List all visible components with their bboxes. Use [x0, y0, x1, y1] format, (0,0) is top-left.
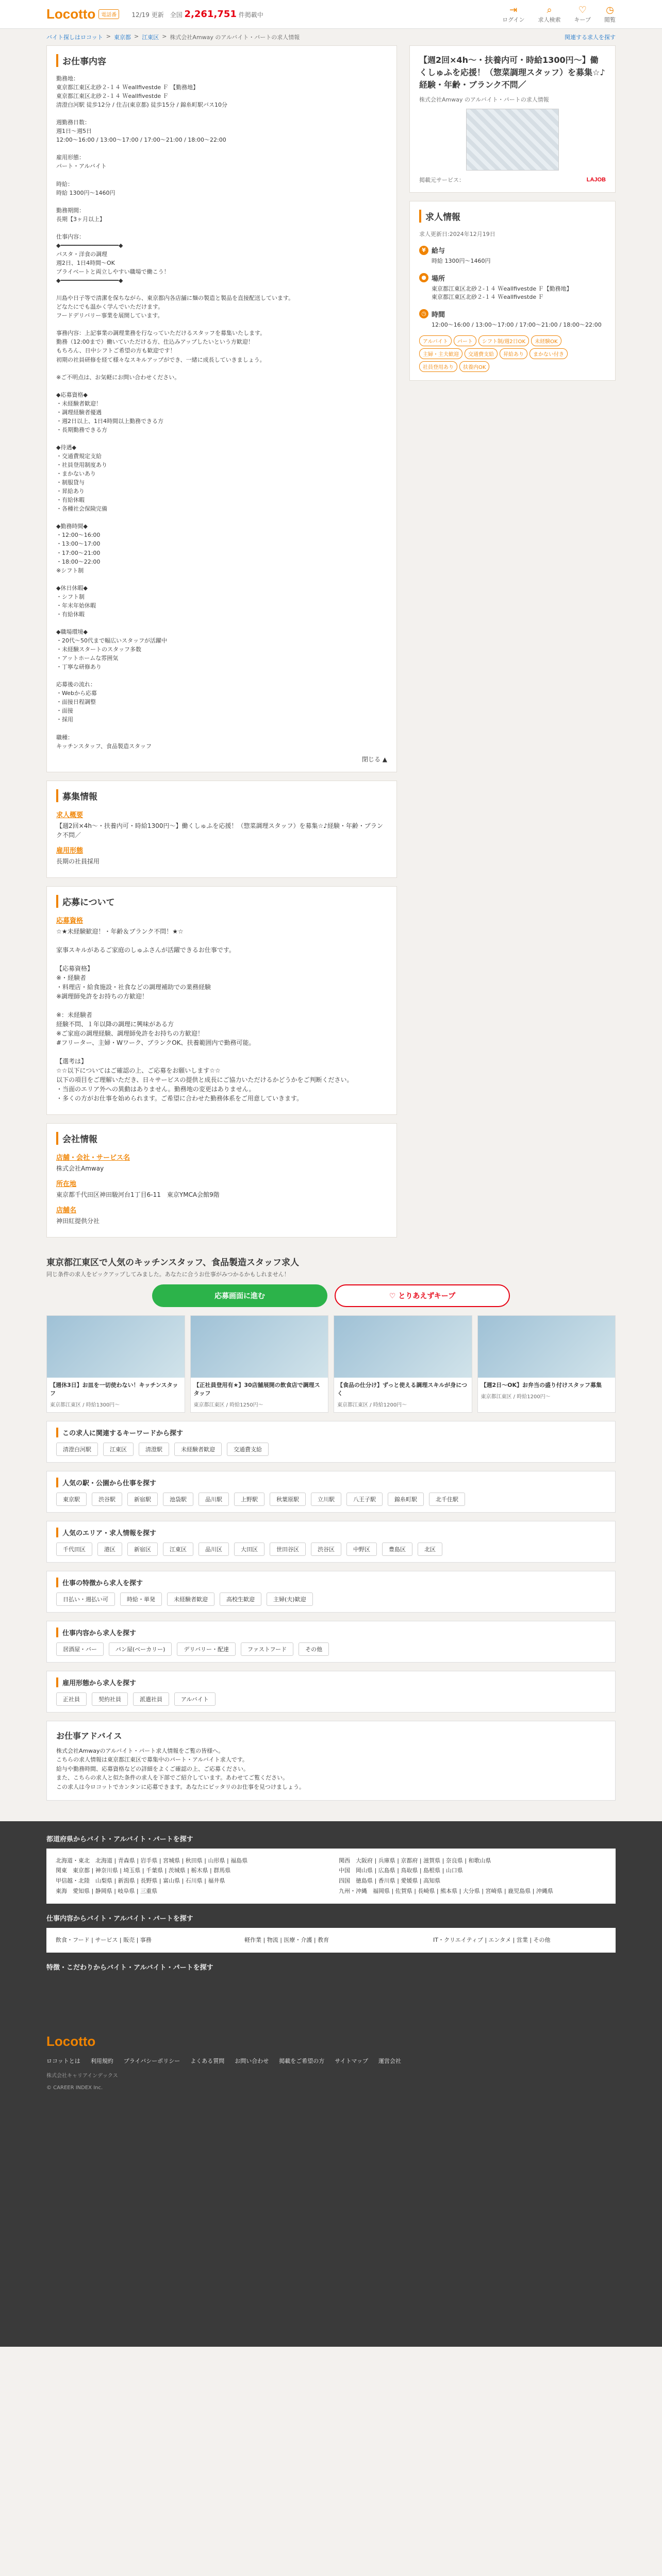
keep-label: キープ — [574, 16, 591, 23]
company-name: 株式会社Amway のアルバイト・パートの求人情報 — [419, 96, 549, 103]
stat-prefix: 12/19 更新 全国 — [131, 11, 183, 19]
search-block — [46, 1621, 616, 1663]
search-chip[interactable]: 千代田区 — [56, 1543, 92, 1556]
place-value: 東京都江東区北砂２-１４ Ｗeallfivestde Ｆ【勤務地】 東京都江東区北砂２-１４ Ｗeallfivestde Ｆ — [432, 285, 572, 300]
search-chip[interactable]: 秋葉原駅 — [270, 1493, 306, 1506]
search-block — [46, 1671, 616, 1713]
stat-suffix: 件掲載中 — [238, 11, 263, 19]
footer-links — [46, 2057, 616, 2065]
job-description: 勤務地： 東京都江東区北砂２-１４ Ｗeallfivestde Ｆ 【勤務地】 東京都江東区北砂２-１４ Ｗeallfivestde Ｆ 清澄白河駅 徒歩12分 / 住吉(東京都) 徒歩15分 / 錦糸町駅バス10分 週勤務日数： 週1日～週5日 12:00～16:00 / 13:00～17:00 / 17:00～21:00 / 18:00～22:00 雇用形態： パート・アルバイト 時給： 時給 1300円～1460円 勤務期間： 長期【3ヶ月以上】 仕事内容： ◆━━━━━━━━━━━━━━━━━◆ パスタ・洋食の調理 週2日、1日4時間～OK プライベートと両立しやすい職場で働こう！ ◆━━━━━━━━━━━━━━━━━◆ 川島や日子等で清潔を保ちながら、東京都内各店舗に麺の製造と製品を直接配送しています。 どなたにでも温かく学んでいただけます。 フードデリバリー事業を展開しています。 事務内容：上記事業の調理業務を行なっていただけるスタッフを募集いたします。 勤務（12:00まで）働いていただける方、仕込みアップしたいという方歓迎！ もちろん、日中シフトご希望の方も歓迎です！ 初期の社員研修を経て様々なスキルアップができ、一緒に成長していきましょう。 ※ご不明点は、お気軽にお問い合わせください。 ◆応募資格◆ ・未経験者歓迎！ ・調理経験者優遇 ・週2日以上、1日4時間以上勤務できる方 ・長期勤務できる方 ◆待遇◆ ・交通費規定支給 ・社員登用制度あり ・まかないあり ・制服貸与 ・昇給あり ・有給休暇 ・各種社会保険完備 ◆勤務時間◆ ・12:00～16:00 ・13:00～17:00 ・17:00～21:00 ・18:00～22:00 ※シフト制 ◆休日休暇◆ ・シフト制 ・年末年始休暇 ・有給休暇 ◆職場環境◆ ・20代～50代まで幅広いスタッフが活躍中 ・未経験スタートのスタッフ多数 ・アットホームな雰囲気 ・丁寧な研修あり 応募後の流れ： ・Webから応募 ・面接日程調整 ・面接 ・採用 職種： キッチンスタッフ、食品製造スタッフ — [56, 75, 294, 750]
search-chip[interactable]: 主婦(夫)歓迎 — [267, 1592, 313, 1606]
salary-label: 給与 — [432, 247, 445, 255]
login-icon: ⇥ — [509, 5, 518, 15]
job-card-sub: 東京都江東区 / 時給1250円～ — [193, 1402, 263, 1408]
job-thumbnail — [478, 1316, 616, 1378]
search-block-title: この求人に関連するキーワードから探す — [56, 1428, 606, 1437]
search-block-title: 人気の駅・公園から仕事を探す — [56, 1478, 606, 1487]
field-label: 所在地 — [56, 1180, 77, 1188]
tag-list — [419, 335, 606, 372]
jobtype-box — [46, 1928, 616, 1953]
job-info-card — [409, 201, 616, 381]
crumb-link[interactable]: 東京都 — [114, 34, 131, 41]
search-chip[interactable]: 江東区 — [103, 1443, 134, 1456]
job-title: 【週2回×4h～・扶養内可・時給1300円～】働くしゅふを応援！（惣菜調理スタッフ）を募集☆♪経験・年齢・ブランク不問／ — [419, 55, 605, 90]
search-chip[interactable]: 清澄駅 — [139, 1443, 169, 1456]
updated-date: 求人更新日:2024年12月19日 — [419, 231, 495, 238]
search-block-title: 雇用形態から求人を探す — [56, 1677, 606, 1687]
section-title: 募集情報 — [56, 789, 387, 802]
copyright: © CAREER INDEX Inc. — [46, 2084, 103, 2091]
search-chip[interactable]: 江東区 — [163, 1543, 193, 1556]
related-job-card[interactable] — [190, 1315, 329, 1413]
search-chip[interactable]: 立川駅 — [311, 1493, 341, 1506]
search-chip[interactable]: 正社員 — [56, 1692, 87, 1706]
region-links[interactable]: 東海 愛知県 | 静岡県 | 岐阜県 | 三重県 — [56, 1887, 158, 1894]
keep-button[interactable] — [574, 5, 591, 24]
field-value: 長期の社員採用 — [56, 857, 100, 865]
search-button[interactable] — [538, 5, 561, 24]
section-title: お仕事内容 — [56, 54, 387, 67]
search-chip[interactable]: 派遣社員 — [133, 1692, 169, 1706]
tag: シフト制/週2日OK — [478, 335, 529, 346]
job-card-title: 【食品の仕分け】ずっと使える調理スキルが身につく — [337, 1381, 468, 1397]
section-title: 求人情報 — [419, 210, 606, 223]
source-label: 掲載元サービス： — [419, 177, 465, 183]
search-icon: ⌕ — [547, 5, 552, 15]
field-label: 雇用形態 — [56, 846, 84, 855]
site-footer — [0, 1821, 662, 2347]
job-card-title: 【週2日～OK】お弁当の盛り付けスタッフ募集 — [481, 1381, 602, 1388]
crumb-current: 株式会社Amway のアルバイト・パートの求人情報 — [170, 34, 300, 41]
search-chip[interactable]: 高校生歓迎 — [220, 1592, 261, 1606]
clock-icon: ◷ — [419, 309, 428, 318]
header-icons — [502, 5, 616, 24]
search-chip[interactable]: 交通費支給 — [227, 1443, 269, 1456]
search-chip[interactable]: デリバリー・配達 — [177, 1642, 236, 1656]
region-links[interactable]: 九州・沖縄 福岡県 | 佐賀県 | 長崎県 | 熊本県 | 大分県 | 宮崎県 | 鹿児島県 | 沖縄県 — [339, 1887, 553, 1894]
related-jobs-link[interactable]: 関連する求人を探す — [565, 34, 616, 41]
site-logo[interactable]: Locotto — [46, 6, 96, 22]
footer-link[interactable]: 利用規約 — [90, 2057, 113, 2064]
place-label: 場所 — [432, 275, 445, 283]
region-box — [46, 1849, 616, 1904]
tag: 未経験OK — [531, 335, 561, 346]
search-block — [46, 1571, 616, 1613]
related-jobs — [0, 1315, 662, 1413]
job-summary-card — [409, 45, 616, 193]
field-value: ☆★未経験歓迎！・年齢＆ブランク不問！★☆ 家事スキルがあるご家庭のしゅふさんが活躍できるお仕事です。 【応募資格】 ※・経験者 ・料理店・給食施設・社食などの調理補助での業務経験 ※調理師免許をお持ちの方歓迎！ ※：未経験者 経験不問、１年以降の調理に興味がある方 ※ご家庭の調理経験、調理師免許をお持ちの方歓迎！ #フリーター、主婦・Wワーク、ブランクOK、扶養範囲内で勤務可能。 【選考は】 ☆☆以下についてはご確認の上、ご応募をお願いします☆☆ 以下の項目をご理解いただき、日々サービスの提供と成長にご協力いただけるかどうかをご判断ください。 ・当面のエリア外への異動はありません。勤務地の変更はありません。 ・多くの方がお仕事を始められます。ご希望に合わせた勤務体系をご用意していきます。 — [56, 927, 353, 1102]
crumb-link[interactable]: バイト探しはロコット — [46, 34, 103, 41]
field-label: 求人概要 — [56, 811, 84, 819]
field-label: 店舗名 — [56, 1206, 77, 1214]
field-label: 応募資格 — [56, 917, 84, 925]
time-label: 時間 — [432, 311, 445, 319]
chip-list — [56, 1692, 606, 1706]
history-label: 閲覧 — [604, 16, 616, 23]
tag: パート — [454, 335, 476, 346]
yen-icon: ¥ — [419, 246, 428, 255]
region-links[interactable]: 北海道・東北 北海道 | 青森県 | 岩手県 | 宮城県 | 秋田県 | 山形県 | 福島県 — [56, 1857, 248, 1864]
region-links[interactable]: 中国 岡山県 | 広島県 | 鳥取県 | 島根県 | 山口県 — [339, 1867, 463, 1874]
map-pin-icon: ● — [419, 273, 428, 282]
jobtype-links[interactable]: 軽作業 | 物流 | 医療・介護 | 教育 — [244, 1936, 329, 1943]
crumb-link[interactable]: 江東区 — [142, 34, 159, 41]
related-job-card[interactable] — [477, 1315, 616, 1413]
history-button[interactable] — [604, 5, 616, 24]
job-card-sub: 東京都江東区 / 時給1200円～ — [337, 1402, 407, 1408]
jobtype-links[interactable]: 飲食・フード | サービス | 販売 | 事務 — [56, 1936, 152, 1943]
heart-icon: ♡ — [578, 5, 587, 15]
tag: まかない付き — [529, 348, 568, 359]
footer-link[interactable]: プライバシーポリシー — [123, 2057, 180, 2064]
jobtype-links[interactable]: IT・クリエイティブ | エンタメ | 営業 | その他 — [433, 1936, 551, 1943]
footer-link[interactable]: サイトマップ — [335, 2057, 369, 2064]
search-chip[interactable]: 新宿駅 — [127, 1493, 158, 1506]
search-chip[interactable]: 豊島区 — [382, 1543, 412, 1556]
time-row — [419, 309, 606, 330]
login-button[interactable] — [502, 5, 524, 24]
region-links[interactable]: 甲信越・北陸 山梨県 | 新潟県 | 長野県 | 富山県 | 石川県 | 福井県 — [56, 1877, 225, 1885]
footer-heading: 都道府県からバイト・アルバイト・パートを探す — [46, 1835, 193, 1843]
search-chip[interactable]: 錦糸町駅 — [388, 1493, 424, 1506]
tag: 昇給あり — [500, 348, 527, 359]
region-column — [339, 1856, 606, 1896]
source-meta — [419, 176, 606, 184]
search-chip[interactable]: パン屋(ベーカリー) — [109, 1642, 172, 1656]
footer-link[interactable]: ロコットとは — [46, 2057, 80, 2064]
apply-button[interactable]: 応募画面に進む — [152, 1284, 327, 1307]
logo-badge: 電話番 — [98, 9, 119, 19]
stat-count: 2,261,751 — [184, 9, 237, 20]
salary-value: 時給 1300円～1460円 — [432, 258, 491, 264]
related-job-card[interactable] — [334, 1315, 472, 1413]
footer-link[interactable]: よくある質問 — [190, 2057, 225, 2064]
field-value: 東京都千代田区神田駿河台1丁目6-11 東京YMCA会館9階 — [56, 1191, 220, 1198]
field-value: 【週2回×4h～・扶養内可・時給1300円～】働くしゅふを応援！（惣菜調理スタッフ）を募集☆♪経験・年齢・ブランク不問／ — [56, 822, 383, 839]
time-value: 12:00～16:00 / 13:00～17:00 / 17:00～21:00 / 18:00～22:00 — [432, 321, 602, 328]
search-chip[interactable]: ファストフード — [241, 1642, 293, 1656]
search-chip[interactable]: 渋谷区 — [311, 1543, 341, 1556]
job-detail-card — [46, 45, 397, 772]
tag: 社員登用あり — [419, 361, 457, 372]
search-chip[interactable]: その他 — [299, 1642, 329, 1656]
job-card-sub: 東京都江東区 / 時給1300円～ — [50, 1402, 120, 1408]
related-job-card[interactable] — [46, 1315, 185, 1413]
keep-job-button[interactable]: ♡ とりあえずキープ — [335, 1284, 510, 1307]
search-chip[interactable]: 北千住駅 — [429, 1493, 465, 1506]
field-value: 株式会社Amway — [56, 1164, 104, 1172]
footer-company: 株式会社キャリアインデックス — [46, 2073, 118, 2079]
company-card — [46, 1123, 397, 1238]
search-chip[interactable]: 港区 — [97, 1543, 122, 1556]
region-links[interactable]: 関西 大阪府 | 兵庫県 | 京都府 | 滋賀県 | 奈良県 | 和歌山県 — [339, 1857, 491, 1864]
chip-list — [56, 1592, 606, 1606]
footer-link[interactable]: 運営会社 — [378, 2057, 402, 2064]
tag: 扶養内OK — [459, 361, 489, 372]
search-block-title: 仕事の特徴から求人を探す — [56, 1578, 606, 1587]
search-chip[interactable]: 未経験者歓迎 — [167, 1592, 214, 1606]
search-chip[interactable]: 日払い・週払い可 — [56, 1592, 115, 1606]
search-block-title: 仕事内容から求人を探す — [56, 1628, 606, 1637]
footer-heading: 特徴・こだわりからバイト・アルバイト・パートを探す — [46, 1963, 213, 1972]
search-block — [46, 1421, 616, 1463]
search-chip[interactable]: 上野駅 — [234, 1493, 264, 1506]
search-chip[interactable]: 東京駅 — [56, 1493, 87, 1506]
search-chip[interactable]: 八王子駅 — [346, 1493, 383, 1506]
job-card-title: 【週休3日】お皿を一切使わない！キッチンスタッフ — [50, 1381, 178, 1397]
source-logo: LAJOB — [586, 177, 606, 183]
search-chip[interactable]: 新宿区 — [127, 1543, 158, 1556]
chip-list — [56, 1543, 606, 1556]
chip-list — [56, 1443, 606, 1456]
footer-heading: 仕事内容からバイト・アルバイト・パートを探す — [46, 1914, 193, 1923]
related-title: 東京都江東区で人気のキッチンスタッフ、食品製造スタッフ求人 — [46, 1257, 299, 1268]
chip-list — [56, 1493, 606, 1506]
field-label: 店舗・会社・サービス名 — [56, 1154, 130, 1162]
site-header — [0, 0, 662, 29]
chip-list — [56, 1642, 606, 1656]
footer-link[interactable]: 掲載をご希望の方 — [279, 2057, 325, 2064]
place-row — [419, 273, 606, 302]
related-desc: 同じ条件の求人をピックアップしてみました。あなたに合うお仕事がみつかるかもしれません！ — [46, 1270, 290, 1278]
search-chip[interactable]: 未経験者歓迎 — [174, 1443, 222, 1456]
advice-title: お仕事アドバイス — [56, 1731, 122, 1741]
search-chip[interactable]: 契約社員 — [92, 1692, 128, 1706]
search-chip[interactable]: 中野区 — [346, 1543, 377, 1556]
footer-link[interactable]: お問い合わせ — [235, 2057, 269, 2064]
job-card-title: 【正社員登用有★】30店舗展開の飲食店で調理スタッフ — [193, 1381, 320, 1397]
breadcrumb: バイト探しはロコット > 東京都 > 江東区 > 株式会社Amway のアルバイト・パートの求人情報 関連する求人を探す — [46, 33, 616, 41]
search-chip[interactable]: 池袋駅 — [163, 1493, 193, 1506]
search-chip[interactable]: 時給・単発 — [120, 1592, 162, 1606]
job-thumbnail — [334, 1316, 472, 1378]
region-links[interactable]: 関東 東京都 | 神奈川県 | 埼玉県 | 千葉県 | 茨城県 | 栃木県 | 群馬県 — [56, 1867, 231, 1874]
search-block — [46, 1471, 616, 1513]
tag: 交通費支給 — [465, 348, 498, 359]
job-thumbnail — [47, 1316, 185, 1378]
main-column — [46, 45, 397, 1246]
search-chip[interactable]: 渋谷駅 — [92, 1493, 122, 1506]
advice-card — [46, 1721, 616, 1801]
search-chip[interactable]: 居酒屋・バー — [56, 1642, 104, 1656]
search-chip[interactable]: アルバイト — [174, 1692, 216, 1706]
field-value: 神田紅提供分社 — [56, 1217, 100, 1225]
section-title: 会社情報 — [56, 1132, 387, 1145]
cta-row — [0, 1284, 662, 1307]
footer-logo[interactable]: Locotto — [46, 2033, 96, 2049]
search-chip[interactable]: 大田区 — [234, 1543, 264, 1556]
search-blocks — [0, 1421, 662, 1713]
tag: 主婦・主夫歓迎 — [419, 348, 462, 359]
region-links[interactable]: 四国 徳島県 | 香川県 | 愛媛県 | 高知県 — [339, 1877, 441, 1885]
tag: アルバイト — [419, 335, 452, 346]
job-card-sub: 東京都江東区 / 時給1200円～ — [481, 1394, 551, 1400]
search-block-title: 人気のエリア・求人情報を探す — [56, 1528, 606, 1537]
job-count-stat — [131, 9, 263, 20]
close-toggle[interactable]: 閉じる ▲ — [361, 755, 387, 763]
search-block — [46, 1521, 616, 1563]
search-chip[interactable]: 清澄白河駅 — [56, 1443, 98, 1456]
section-title: 応募について — [56, 895, 387, 908]
search-label: 求人検索 — [538, 16, 561, 23]
job-thumbnail — [191, 1316, 328, 1378]
recruit-card — [46, 781, 397, 878]
history-icon: ◷ — [606, 5, 614, 15]
search-chip[interactable]: 世田谷区 — [270, 1543, 306, 1556]
side-column — [409, 45, 616, 389]
search-chip[interactable]: 品川区 — [198, 1543, 229, 1556]
login-label: ログイン — [502, 16, 525, 23]
search-chip[interactable]: 北区 — [418, 1543, 442, 1556]
search-chip[interactable]: 品川駅 — [198, 1493, 229, 1506]
region-column — [56, 1856, 323, 1896]
apply-card — [46, 886, 397, 1115]
job-photo — [466, 109, 559, 171]
salary-row — [419, 245, 606, 266]
advice-body: 株式会社Amwayのアルバイト・パート求人情報をご覧の皆様へ。 こちらの求人情報は東京都江東区で募集中のパート・アルバイト求人です。 給与や勤務時間、応募資格などの詳細をよくご確認の上、ご応募ください。 また、こちらの求人と似た条件の求人を下部でご紹介しています。あわせてご覧ください。 この求人は今ロコットでカンタンに応募できます。あなたにピッタリのお仕事を見つけましょう。 — [56, 1747, 305, 1790]
